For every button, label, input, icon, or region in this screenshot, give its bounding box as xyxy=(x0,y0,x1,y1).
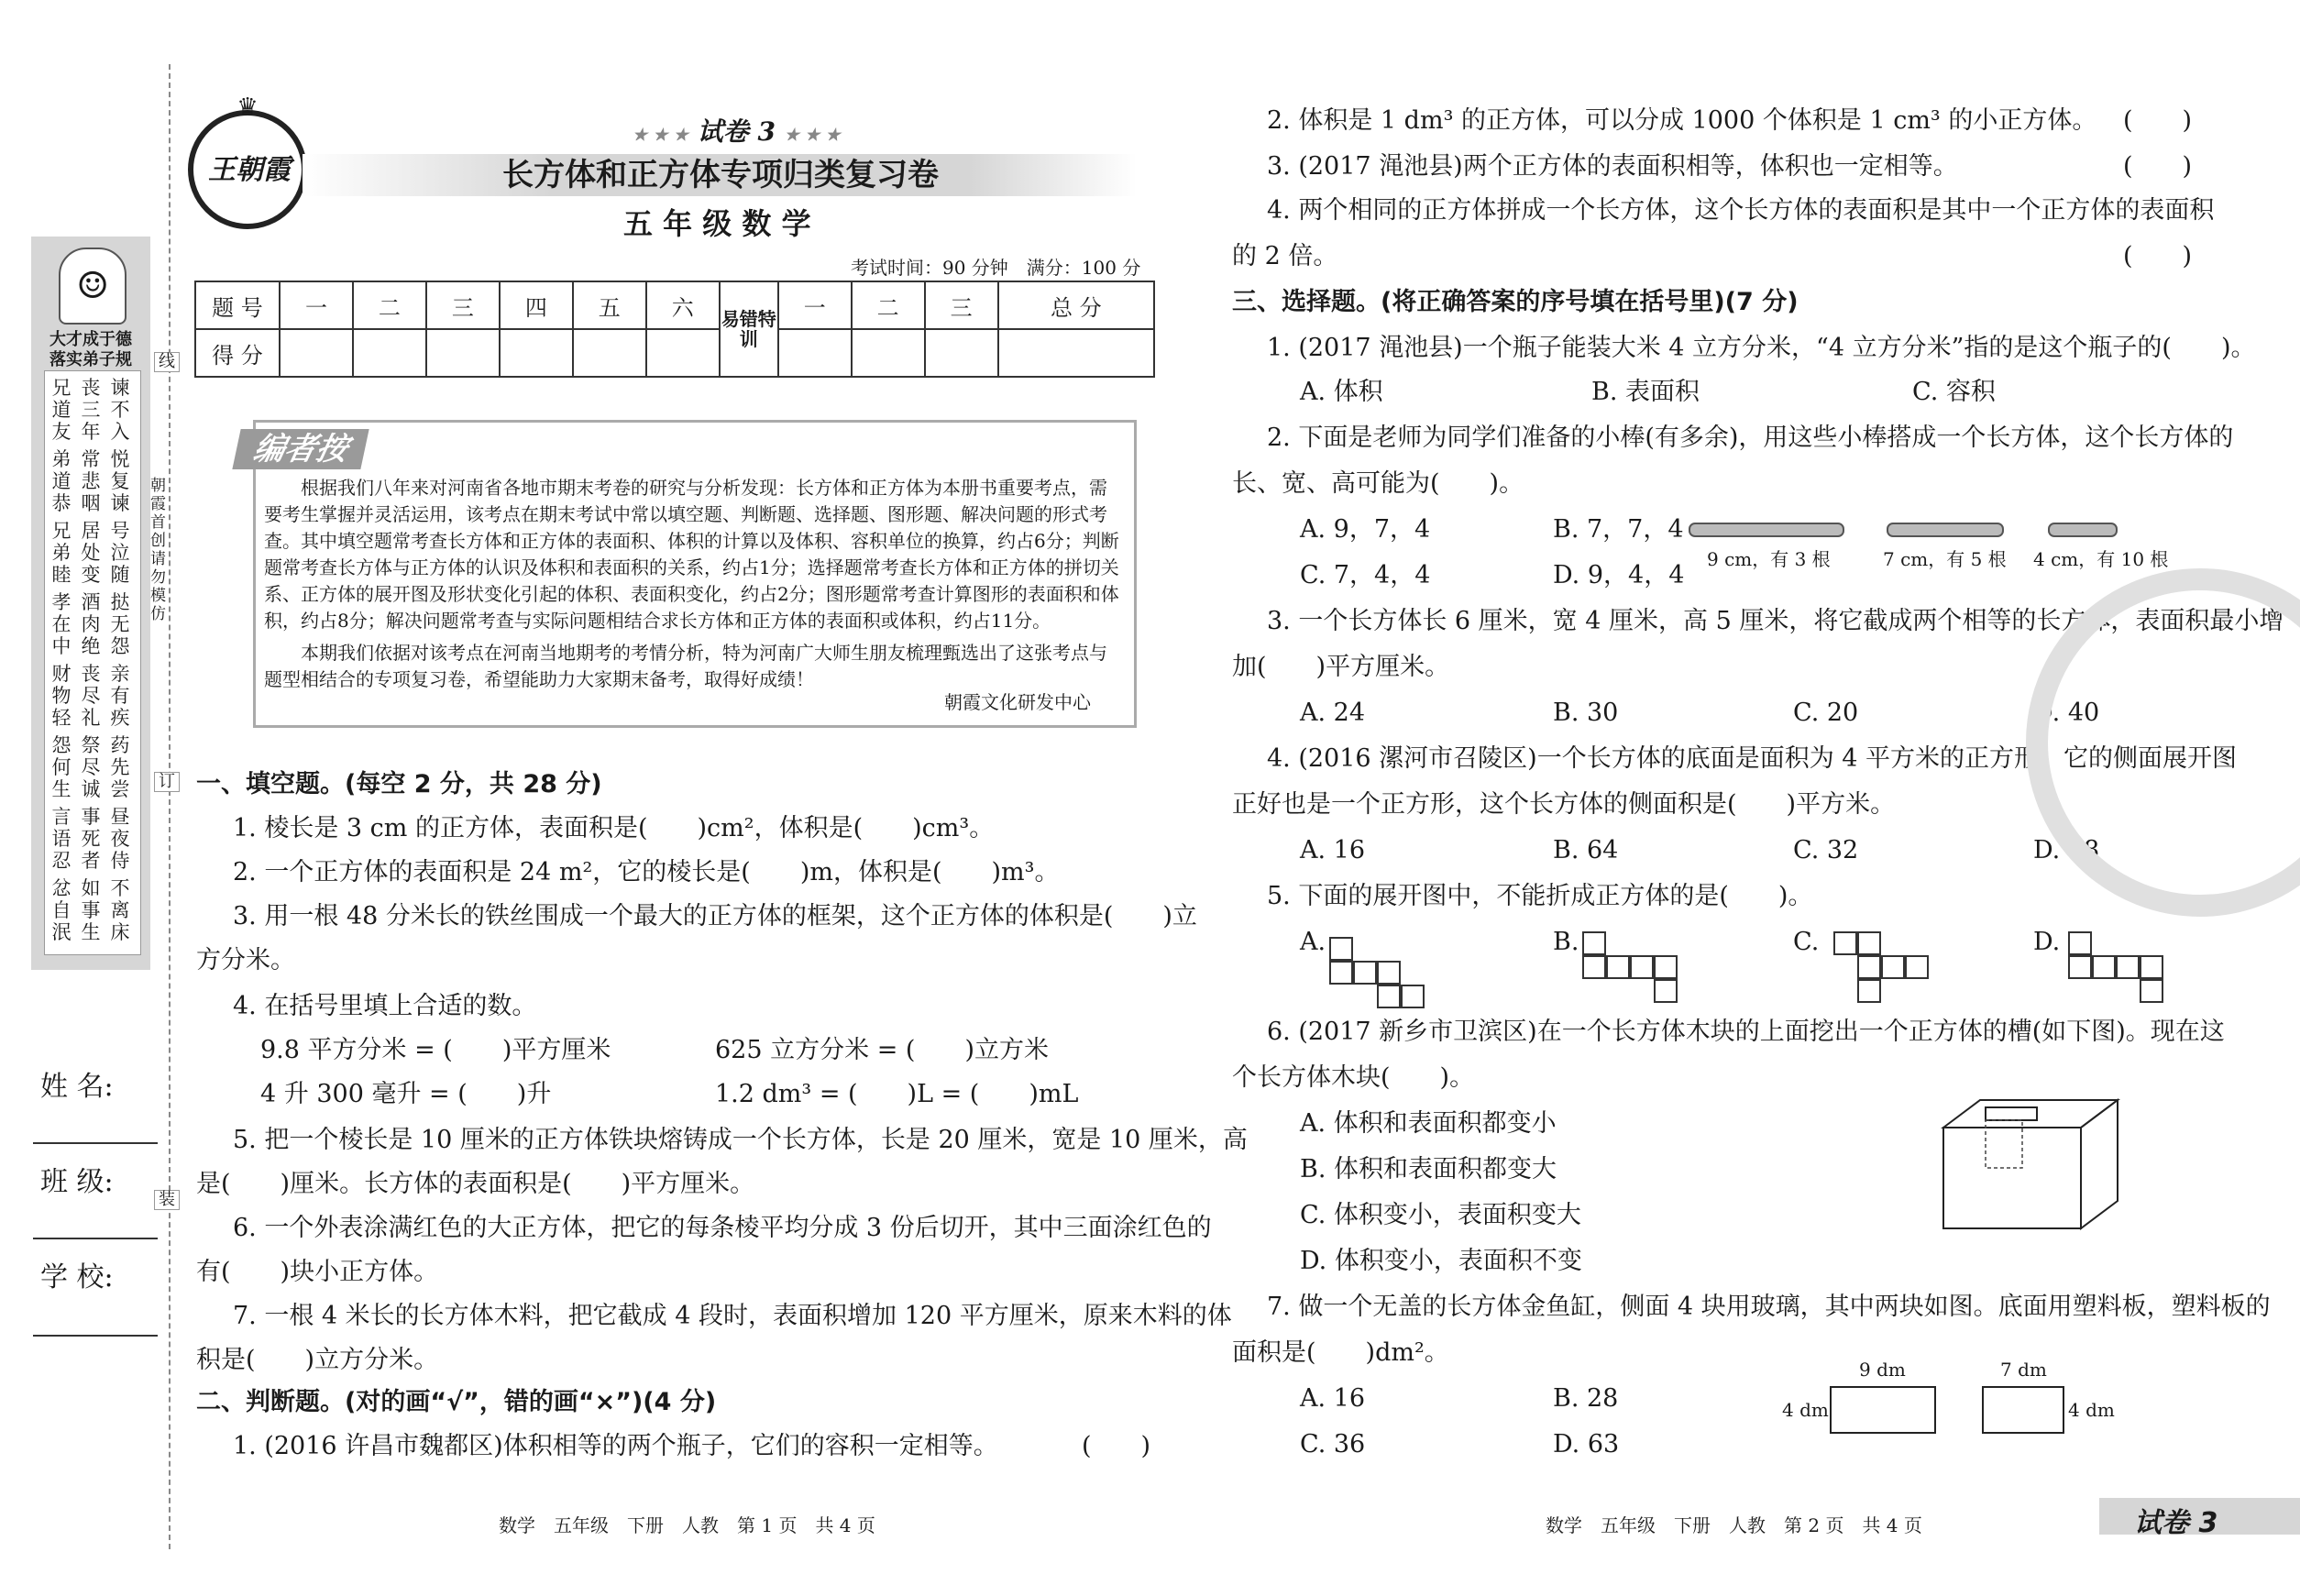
net-cell xyxy=(2068,931,2092,955)
s3-q3b: 加( )平方厘米。 xyxy=(1232,653,1450,681)
poem-col: 亲有疾 xyxy=(110,663,130,729)
poem-col: 如事生 xyxy=(81,877,101,943)
net-cell xyxy=(1377,985,1401,1008)
option[interactable]: B. 64 xyxy=(1553,836,1619,864)
poem-col: 谏不入 xyxy=(110,377,130,443)
net-cell xyxy=(2068,955,2092,979)
stick-label: 4 cm，有 10 根 xyxy=(2033,548,2169,570)
name-field[interactable] xyxy=(33,1142,158,1144)
poem-col: 兄道友 xyxy=(51,377,72,443)
poem-col: 事死者 xyxy=(81,806,101,872)
score-cell[interactable] xyxy=(426,329,500,377)
stick-label: 7 cm，有 5 根 xyxy=(1883,548,2007,570)
score-row-label: 得 分 xyxy=(195,329,280,377)
score-header-cell: 五 xyxy=(573,281,646,329)
logo-crown-icon: ♛ xyxy=(237,94,259,121)
option[interactable]: B. xyxy=(1553,928,1579,956)
scholar-figure-icon: ☺ xyxy=(59,248,127,325)
school-field[interactable] xyxy=(33,1335,158,1337)
s1-q6b: 有( )块小正方体。 xyxy=(196,1258,439,1286)
s3-q7a: 7. 做一个无盖的长方体金鱼缸，侧面 4 块用玻璃，其中两块如图。底面用塑料板，塑料板的 xyxy=(1267,1293,2271,1321)
sidebar-motto-2: 落实弟子规 xyxy=(50,350,132,369)
poem-col: 兄弟睦 xyxy=(51,520,72,586)
footer-tag: 试卷 3 xyxy=(2134,1507,2218,1539)
score-header-cell: 题 号 xyxy=(195,281,280,329)
option[interactable]: C. 容积 xyxy=(1912,378,1996,406)
poem-col: 药先尝 xyxy=(110,734,130,800)
answer-blank[interactable]: ( ) xyxy=(2123,152,2193,181)
option[interactable]: B. 30 xyxy=(1553,699,1619,727)
score-cell[interactable] xyxy=(353,329,426,377)
sidebar-motto-panel xyxy=(31,237,150,970)
glass-panel-1-width: 9 dm xyxy=(1859,1359,1906,1381)
s3-q1: 1. (2017 渑池县)一个瓶子能装大米 4 立方分米，“4 立方分米”指的是这个瓶子的( )。 xyxy=(1267,334,2256,362)
score-header-cell: 一 xyxy=(280,281,353,329)
net-cell xyxy=(1857,931,1881,955)
s1-q5b: 是( )厘米。长方体的表面积是( )平方厘米。 xyxy=(196,1170,755,1198)
s3-q2b: 长、宽、高可能为( )。 xyxy=(1232,469,1524,498)
option[interactable]: C. 20 xyxy=(1793,699,1859,727)
section3-heading: 三、选择题。(将正确答案的序号填在括号里)(7 分) xyxy=(1232,288,1799,316)
net-cell xyxy=(2140,979,2163,1003)
s3-q4b: 正好也是一个正方形，这个长方体的侧面积是( )平方米。 xyxy=(1232,790,1896,819)
s1-q4c: 4 升 300 毫升 = ( )升 xyxy=(260,1080,552,1108)
option[interactable]: A. 体积和表面积都变小 xyxy=(1300,1109,1557,1138)
paper-tag-label: 试卷 3 xyxy=(697,116,776,147)
glass-panel-1 xyxy=(1830,1386,1936,1434)
net-cell xyxy=(1881,955,1905,979)
s3-q6a: 6. (2017 新乡市卫滨区)在一个长方体木块的上面挖出一个正方体的槽(如下图)。现在这 xyxy=(1267,1018,2225,1046)
poem-col: 挞无怨 xyxy=(110,591,130,657)
net-cell xyxy=(1329,937,1353,961)
s1-q3a: 3. 用一根 48 分米长的铁丝围成一个最大的正方体的框架，这个正方体的体积是( )立 xyxy=(233,902,1197,930)
net-cell xyxy=(1857,979,1881,1003)
option[interactable]: C. 体积变小，表面积变大 xyxy=(1300,1201,1581,1229)
s1-q3b: 方分米。 xyxy=(196,946,295,974)
option[interactable]: D. 40 xyxy=(2033,699,2100,727)
score-header-cell: 一 xyxy=(778,281,852,329)
poem-col: 祭尽诚 xyxy=(81,734,101,800)
class-field[interactable] xyxy=(33,1238,158,1239)
binding-tag: 线 xyxy=(154,352,180,372)
score-table-header-row xyxy=(195,281,1154,329)
score-cell[interactable] xyxy=(500,329,573,377)
net-cell xyxy=(1606,955,1630,979)
section2-heading: 二、判断题。(对的画“√”，错的画“×”)(4 分) xyxy=(196,1388,717,1416)
score-table-score-row xyxy=(195,329,1154,377)
poem-col: 居处变 xyxy=(81,520,101,586)
score-cell[interactable] xyxy=(852,329,925,377)
net-cell xyxy=(1582,955,1606,979)
net-cell xyxy=(1401,985,1425,1008)
binding-tag: 装 xyxy=(154,1190,180,1210)
s3-q5: 5. 下面的展开图中，不能折成正方体的是( )。 xyxy=(1267,882,1813,910)
option[interactable]: D. 63 xyxy=(1553,1430,1620,1458)
s1-q6a: 6. 一个外表涂满红色的大正方体，把它的每条棱平均分成 3 份后切开，其中三面涂红色的 xyxy=(233,1214,1212,1242)
s3-q7b: 面积是( )dm²。 xyxy=(1232,1338,1449,1367)
sidebar-motto: 大才成于德 xyxy=(50,330,132,349)
answer-blank[interactable]: ( ) xyxy=(1082,1432,1151,1460)
net-d xyxy=(2068,931,2178,1014)
poem-col: 言语忍 xyxy=(51,806,72,872)
stick-label: 9 cm，有 3 根 xyxy=(1707,548,1831,570)
net-cell xyxy=(1377,961,1401,985)
answer-blank[interactable]: ( ) xyxy=(2123,242,2193,270)
option[interactable]: D. xyxy=(2033,928,2061,956)
score-cell[interactable] xyxy=(573,329,646,377)
sidebar-poem xyxy=(44,370,141,955)
editor-note-para2: 本期我们依据对该考点在河南当地期考的考情分析，特为河南广大师生朋友梳理甄选出了这张考点与题型相结合的专项复习卷，希望能助力大家期末备考，取得好成绩！ xyxy=(264,642,1107,690)
score-cell[interactable] xyxy=(925,329,998,377)
s2-q4b: 的 2 倍。 xyxy=(1232,242,1338,270)
option[interactable]: A. 24 xyxy=(1300,699,1366,727)
name-label: 姓 名: xyxy=(40,1071,114,1103)
binding-tag: 订 xyxy=(154,772,180,792)
option[interactable]: B. 表面积 xyxy=(1591,378,1700,406)
option[interactable]: A. 16 xyxy=(1300,836,1366,864)
net-cell xyxy=(1630,955,1654,979)
s3-q3a: 3. 一个长方体长 6 厘米，宽 4 厘米，高 5 厘米，将它截成两个相等的长方体，表面积最小增 xyxy=(1267,607,2284,635)
page-subtitle: 五 年 级 数 学 xyxy=(623,206,811,241)
score-header-cell: 总 分 xyxy=(998,281,1154,329)
s1-q5a: 5. 把一个棱长是 10 厘米的正方体铁块熔铸成一个长方体，长是 20 厘米，宽是 10 厘米，高 xyxy=(233,1126,1248,1154)
poem-col: 昼夜侍 xyxy=(110,806,130,872)
page-title: 长方体和正方体专项归类复习卷 xyxy=(502,157,939,193)
s3-q4a: 4. (2016 漯河市召陵区)一个长方体的底面是面积为 4 平方米的正方形，它的侧面展开图 xyxy=(1267,744,2238,773)
s1-q2: 2. 一个正方体的表面积是 24 m²，它的棱长是( )m，体积是( )m³。 xyxy=(233,858,1060,886)
section1-heading: 一、填空题。(每空 2 分，共 28 分) xyxy=(196,770,602,798)
option[interactable]: C. 36 xyxy=(1300,1430,1366,1458)
net-b xyxy=(1582,931,1692,1014)
net-cell xyxy=(1654,979,1678,1003)
editor-note-signature: 朝霞文化研发中心 xyxy=(944,691,1091,713)
score-header-cell: 二 xyxy=(353,281,426,329)
s2-q4a: 4. 两个相同的正方体拼成一个长方体，这个长方体的表面积是其中一个正方体的表面积 xyxy=(1267,196,2215,225)
s2-q1: 1. (2016 许昌市魏都区)体积相等的两个瓶子，它们的容积一定相等。 xyxy=(233,1432,998,1460)
poem-col: 号泣随 xyxy=(110,520,130,586)
stick-4cm xyxy=(2048,523,2118,537)
logo-text: 王朝霞 xyxy=(208,154,291,186)
paper-tag: ★ ★ ★ 试卷 3 ★ ★ ★ xyxy=(633,116,841,147)
poem-col: 怨何生 xyxy=(51,734,72,800)
s3-q6b: 个长方体木块( )。 xyxy=(1232,1063,1475,1092)
option[interactable]: A. xyxy=(1300,928,1326,956)
option[interactable]: C. 7，4，4 xyxy=(1300,561,1431,589)
net-cell xyxy=(2140,955,2163,979)
logo xyxy=(188,94,307,229)
s3-q2a: 2. 下面是老师为同学们准备的小棒(有多余)，用这些小棒搭成一个长方体，这个长方体的 xyxy=(1267,424,2234,452)
score-table xyxy=(194,281,1155,378)
s1-q4a: 9.8 平方分米 = ( )平方厘米 xyxy=(260,1036,611,1064)
poem-col: 财物轻 xyxy=(51,663,72,729)
option[interactable]: A. 16 xyxy=(1300,1384,1366,1413)
option[interactable]: C. 32 xyxy=(1793,836,1859,864)
option[interactable]: C. xyxy=(1793,928,1820,956)
score-header-cell-error-training: 易错特训 xyxy=(720,281,778,377)
s1-q7b: 积是( )立方分米。 xyxy=(196,1346,439,1374)
option[interactable]: A. 9，7，4 xyxy=(1300,515,1431,544)
answer-blank[interactable]: ( ) xyxy=(2123,106,2193,135)
glass-panel-2-height: 4 dm xyxy=(2068,1399,2115,1421)
poem-col: 常悲咽 xyxy=(81,448,101,514)
footer-left: 数学 五年级 下册 人教 第 1 页 共 4 页 xyxy=(499,1514,875,1536)
option[interactable]: B. 7，7，4 xyxy=(1553,515,1684,544)
s1-q4d: 1.2 dm³ = ( )L = ( )mL xyxy=(715,1080,1079,1108)
poem-col: 丧三年 xyxy=(81,377,101,443)
net-cell xyxy=(1654,955,1678,979)
s1-q4: 4. 在括号里填上合适的数。 xyxy=(233,992,537,1020)
option[interactable]: D. 48 xyxy=(2033,836,2100,864)
poem-col: 弟道恭 xyxy=(51,448,72,514)
score-cell[interactable] xyxy=(646,329,720,377)
editor-note-title: 编者按 xyxy=(232,429,369,469)
editor-note-para1: 根据我们八年来对河南省各地市期末考卷的研究与分析发现：长方体和正方体为本册书重要考点，需要考生掌握并灵活运用，该考点在期末考试中常以填空题、判断题、选择题、图形题、解决问题的形式考查。其中填空题常考查长方体和正方体的表面积、体积的计算以及体积、容积单位的换算，约占6分；判断题常考查长方体与正方体的认识及体积和表面积的关系，约占1分；选择题常考查长方体和正方体的拼切关系、正方体的展开图及形状变化引起的体积、表面积变化，约占2分；图形题常考查计算图形的表面积和体积，约占8分；解决问题常考查与实际问题相结合求长方体和正方体的表面积或体积，约占11分。 xyxy=(264,477,1119,632)
poem-col: 酒肉绝 xyxy=(81,591,101,657)
class-label: 班 级: xyxy=(40,1166,114,1198)
glass-panel-2 xyxy=(1982,1386,2064,1434)
net-cell xyxy=(1905,955,1929,979)
option[interactable]: A. 体积 xyxy=(1300,378,1383,406)
poem-col: 孝在中 xyxy=(51,591,72,657)
net-cell xyxy=(2092,955,2116,979)
score-header-cell: 三 xyxy=(925,281,998,329)
poem-col: 不离床 xyxy=(110,877,130,943)
net-cell xyxy=(1833,931,1857,955)
option[interactable]: B. 28 xyxy=(1553,1384,1619,1413)
score-cell[interactable] xyxy=(280,329,353,377)
poem-col: 丧尽礼 xyxy=(81,663,101,729)
stick-9cm xyxy=(1689,523,1844,537)
side-note: 朝霞首创 请勿模仿 xyxy=(150,477,182,623)
block-with-groove-figure xyxy=(1934,1091,2127,1238)
net-a xyxy=(1329,937,1439,1010)
score-cell[interactable] xyxy=(998,329,1154,377)
glass-panel-2-width: 7 dm xyxy=(2000,1359,2047,1381)
score-header-cell: 二 xyxy=(852,281,925,329)
net-cell xyxy=(1329,961,1353,985)
footer-right: 数学 五年级 下册 人教 第 2 页 共 4 页 xyxy=(1546,1514,1922,1536)
s1-q1: 1. 棱长是 3 cm 的正方体，表面积是( )cm²，体积是( )cm³。 xyxy=(233,814,995,842)
score-header-cell: 四 xyxy=(500,281,573,329)
s1-q7a: 7. 一根 4 米长的长方体木料，把它截成 4 段时，表面积增加 120 平方厘米，原来木料的体 xyxy=(233,1302,1232,1330)
score-header-cell: 三 xyxy=(426,281,500,329)
net-cell xyxy=(2116,955,2140,979)
score-cell[interactable] xyxy=(778,329,852,377)
glass-panel-1-height: 4 dm xyxy=(1782,1399,1829,1421)
option[interactable]: B. 体积和表面积都变大 xyxy=(1300,1155,1557,1183)
s2-q2: 2. 体积是 1 dm³ 的正方体，可以分成 1000 个体积是 1 cm³ 的小正方体。 xyxy=(1267,106,2097,135)
option[interactable]: D. 9，4，4 xyxy=(1553,561,1685,589)
poem-col: 忿自泯 xyxy=(51,877,72,943)
net-cell xyxy=(1353,961,1377,985)
s2-q3: 3. (2017 渑池县)两个正方体的表面积相等，体积也一定相等。 xyxy=(1267,152,1958,181)
net-cell xyxy=(1582,931,1606,955)
net-c xyxy=(1833,931,1934,1014)
poem-col: 悦复谏 xyxy=(110,448,130,514)
binding-dash-line xyxy=(169,64,171,1549)
option[interactable]: D. 体积变小，表面积不变 xyxy=(1300,1247,1582,1275)
stick-7cm xyxy=(1887,523,2004,537)
school-label: 学 校: xyxy=(40,1261,114,1293)
s1-q4b: 625 立方分米 = ( )立方米 xyxy=(715,1036,1049,1064)
exam-info: 考试时间：90 分钟 满分：100 分 xyxy=(851,257,1141,279)
net-cell xyxy=(1857,955,1881,979)
score-header-cell: 六 xyxy=(646,281,720,329)
